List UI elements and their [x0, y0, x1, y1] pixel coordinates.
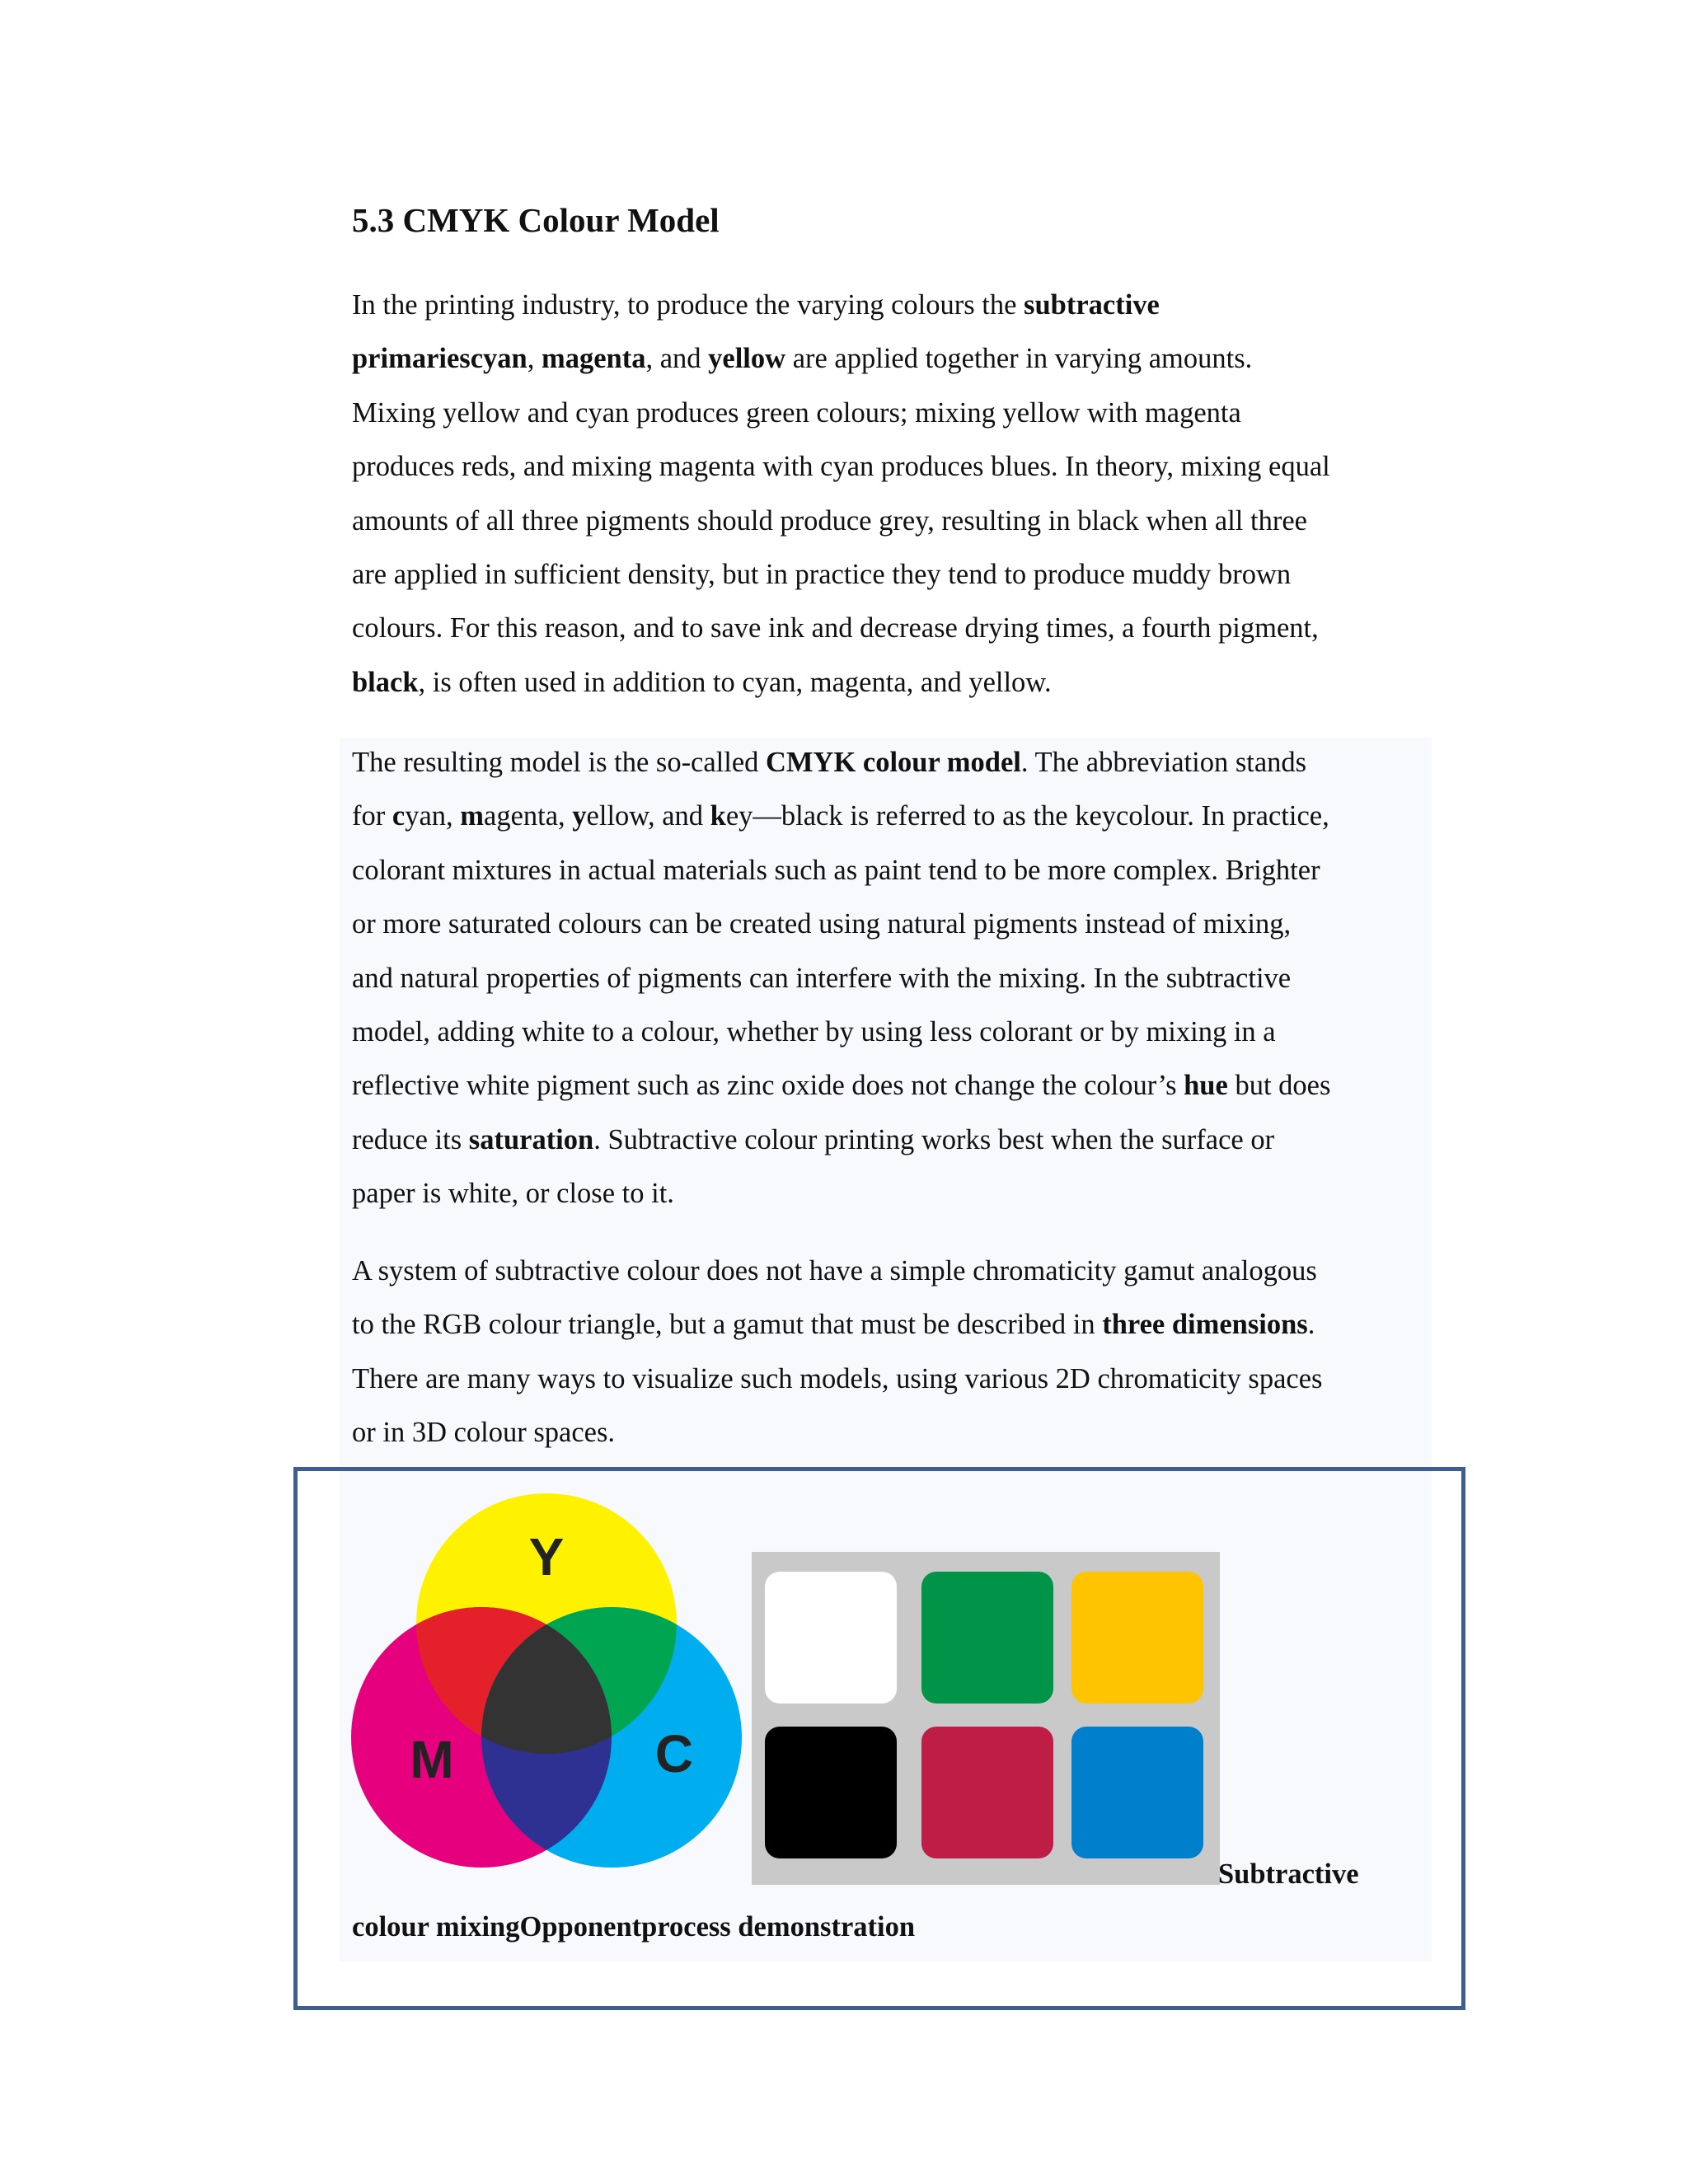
- text-run: There are many ways to visualize such models, using various 2D chromaticity spaces: [352, 1362, 1323, 1394]
- text-line: [352, 1059, 1330, 1113]
- text-run: are applied together in varying amounts.: [785, 343, 1253, 375]
- text-run: for: [352, 800, 392, 832]
- text-run: . Subtractive colour printing works best when the surface or: [593, 1123, 1275, 1155]
- bold-term: three dimensions: [1102, 1309, 1308, 1341]
- paragraph-cmyk-model: [352, 736, 1330, 1221]
- bold-term: k: [710, 800, 726, 832]
- text-line: [352, 1298, 1322, 1352]
- text-line: [352, 1244, 1322, 1298]
- white-swatch: [765, 1572, 897, 1704]
- text-line: [352, 548, 1330, 602]
- black-swatch: [765, 1727, 897, 1858]
- text-line: [352, 1005, 1330, 1059]
- bold-term: y: [572, 800, 587, 832]
- text-run: amounts of all three pigments should produce grey, resulting in black when all three: [352, 504, 1307, 537]
- green-swatch: [921, 1572, 1053, 1704]
- text-line: [352, 332, 1330, 386]
- text-run: ey—black is referred to as the keycolour. In practice,: [725, 800, 1329, 832]
- bold-term: yellow: [708, 343, 786, 375]
- blue-swatch: [1071, 1727, 1203, 1858]
- subtractive-venn-diagram: [346, 1488, 750, 1883]
- text-run: produces reds, and mixing magenta with cyan produces blues. In theory, mixing equal: [352, 451, 1330, 483]
- text-line: [352, 440, 1330, 494]
- section-heading: 5.3 CMYK Colour Model: [352, 201, 720, 239]
- text-line: [352, 1406, 1322, 1460]
- bold-term: saturation: [468, 1123, 594, 1155]
- text-run: or in 3D colour spaces.: [352, 1417, 616, 1449]
- text-line: [352, 1352, 1322, 1406]
- text-run: are applied in sufficient density, but in practice they tend to produce muddy brown: [352, 558, 1292, 590]
- text-run: Mixing yellow and cyan produces green colours; mixing yellow with magenta: [352, 396, 1241, 429]
- text-line: [352, 387, 1330, 440]
- text-line: [352, 844, 1330, 898]
- text-run: to the RGB colour triangle, but a gamut that must be described in: [352, 1309, 1103, 1341]
- text-run: reduce its: [352, 1123, 469, 1155]
- venn-label-c: C: [654, 1724, 694, 1783]
- text-run: , and: [645, 343, 709, 375]
- text-run: .: [1307, 1309, 1315, 1341]
- bold-term: c: [392, 800, 406, 832]
- text-run: ellow, and: [586, 800, 710, 832]
- text-run: ,: [527, 343, 542, 375]
- text-run: A system of subtractive colour does not have a simple chromaticity gamut analogous: [352, 1255, 1317, 1286]
- text-line: [352, 1167, 1330, 1221]
- text-line: [352, 656, 1330, 710]
- bold-term: magenta: [541, 343, 646, 375]
- text-run: and natural properties of pigments can interfere with the mixing. In the subtractive: [352, 962, 1292, 994]
- text-run: or more saturated colours can be created using natural pigments instead of mixing,: [352, 908, 1292, 940]
- text-run: , is often used in addition to cyan, magenta, and yellow.: [418, 666, 1052, 698]
- text-line: [352, 736, 1330, 790]
- text-line: [352, 494, 1330, 548]
- opponent-process-swatches: [752, 1552, 1220, 1885]
- crimson-swatch: [921, 1727, 1053, 1858]
- figure-caption-line2: colour mixingOpponentprocess demonstration: [352, 1911, 916, 1943]
- text-line: [352, 602, 1330, 655]
- bold-term: primariescyan: [352, 343, 528, 375]
- text-line: [352, 1113, 1330, 1167]
- text-run: . The abbreviation stands: [1020, 747, 1307, 778]
- bold-term: subtractive: [1024, 289, 1160, 321]
- text-run: paper is white, or close to it.: [352, 1178, 674, 1210]
- figure-caption-line1: Subtractive: [1218, 1858, 1359, 1890]
- text-run: colorant mixtures in actual materials such as paint tend to be more complex. Brighter: [352, 854, 1320, 886]
- text-run: but does: [1227, 1070, 1331, 1102]
- text-run: reflective white pigment such as zinc oxide does not change the colour’s: [352, 1070, 1184, 1102]
- venn-label-y: Y: [528, 1527, 565, 1586]
- text-run: agenta,: [484, 800, 573, 832]
- text-line: [352, 790, 1330, 843]
- bold-term: black: [352, 666, 419, 698]
- bold-term: m: [460, 800, 485, 832]
- text-run: In the printing industry, to produce the varying colours the: [352, 289, 1025, 321]
- paragraph-subtractive-primaries: [352, 279, 1330, 710]
- bold-term: CMYK colour model: [766, 747, 1021, 778]
- text-line: [352, 898, 1330, 951]
- venn-label-m: M: [410, 1730, 454, 1789]
- paragraph-gamut: [352, 1244, 1322, 1460]
- text-line: [352, 279, 1330, 332]
- text-run: The resulting model is the so-called: [352, 747, 767, 778]
- text-run: colours. For this reason, and to save ink and decrease drying times, a fourth pigment,: [352, 612, 1319, 644]
- bold-term: hue: [1184, 1070, 1228, 1102]
- text-run: model, adding white to a colour, whether by using less colorant or by mixing in a: [352, 1015, 1276, 1047]
- text-run: yan,: [405, 800, 461, 832]
- yellow-swatch: [1071, 1572, 1203, 1704]
- text-line: [352, 952, 1330, 1005]
